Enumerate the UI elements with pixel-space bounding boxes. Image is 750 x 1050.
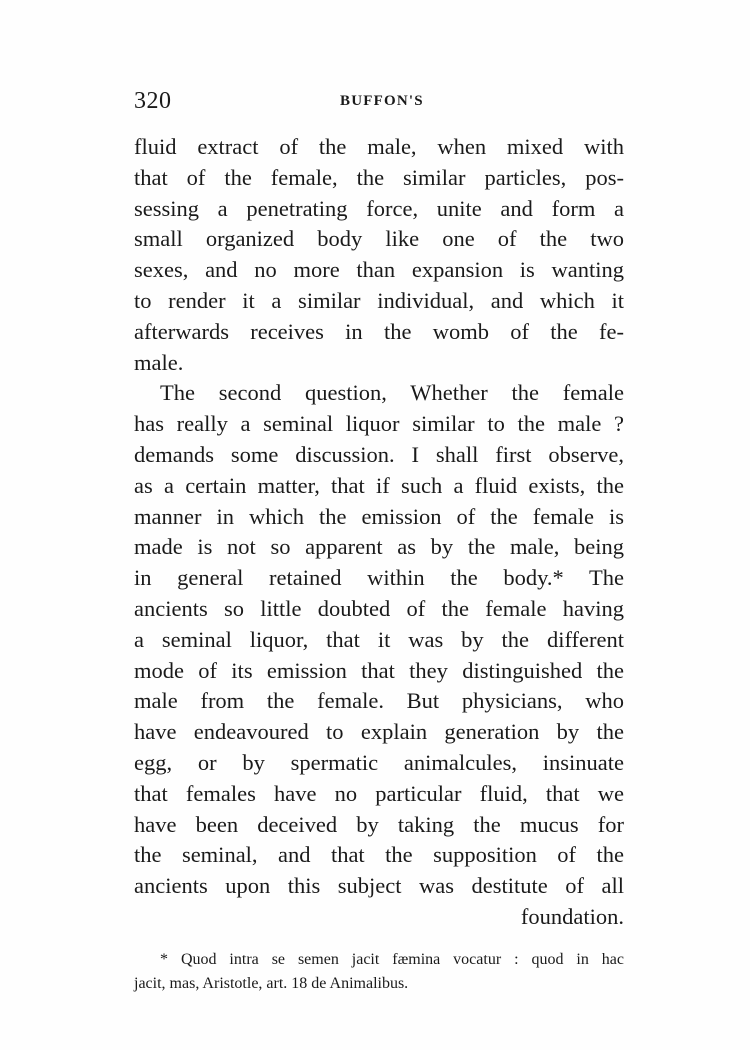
text-line: egg, or by spermatic animalcules, insinuate: [134, 749, 624, 775]
page-number: 320: [134, 88, 172, 114]
text-line: have endeavoured to explain generation by the: [134, 719, 624, 745]
text-line: ancients upon this subject was destitute of all: [134, 873, 624, 899]
running-title: BUFFON'S: [340, 93, 424, 109]
text-line: sessing a penetrating force, unite and form a: [134, 195, 624, 221]
text-line: male.: [134, 349, 184, 375]
text-line: made is not so apparent as by the male, being: [134, 534, 624, 560]
text-line: that of the female, the similar particles, pos-: [134, 164, 624, 190]
text-line: a seminal liquor, that it was by the different: [134, 626, 624, 652]
text-line: small organized body like one of the two: [134, 226, 624, 252]
running-head: [134, 88, 624, 118]
footnote-line: * Quod intra se semen jacit fæmina vocatur : quod in hac: [160, 951, 624, 968]
text-line: mode of its emission that they distinguished the: [134, 657, 624, 683]
text-line: to render it a similar individual, and which it: [134, 287, 624, 313]
body-text: [134, 132, 624, 933]
text-line: has really a seminal liquor similar to the male ?: [134, 411, 624, 437]
text-line: male from the female. But physicians, who: [134, 688, 624, 714]
text-line: afterwards receives in the womb of the fe-: [134, 318, 624, 344]
footnote-line: jacit, mas, Aristotle, art. 18 de Animalibus.: [134, 975, 409, 992]
text-line: sexes, and no more than expansion is wanting: [134, 257, 624, 283]
text-line: the seminal, and that the supposition of the: [134, 842, 624, 868]
text-line: manner in which the emission of the female is: [134, 503, 624, 529]
footnote: [134, 948, 624, 996]
text-line: foundation.: [520, 903, 624, 929]
text-line: have been deceived by taking the mucus for: [134, 811, 624, 837]
paragraph-start-line: The second question, Whether the female: [160, 380, 624, 406]
text-line: ancients so little doubted of the female having: [134, 595, 624, 621]
text-line: in general retained within the body.* The: [134, 565, 624, 591]
text-line: that females have no particular fluid, that we: [134, 780, 624, 806]
text-line: fluid extract of the male, when mixed with: [134, 134, 624, 159]
text-line: as a certain matter, that if such a fluid exists, the: [134, 472, 624, 498]
text-line: demands some discussion. I shall first observe,: [134, 441, 624, 467]
